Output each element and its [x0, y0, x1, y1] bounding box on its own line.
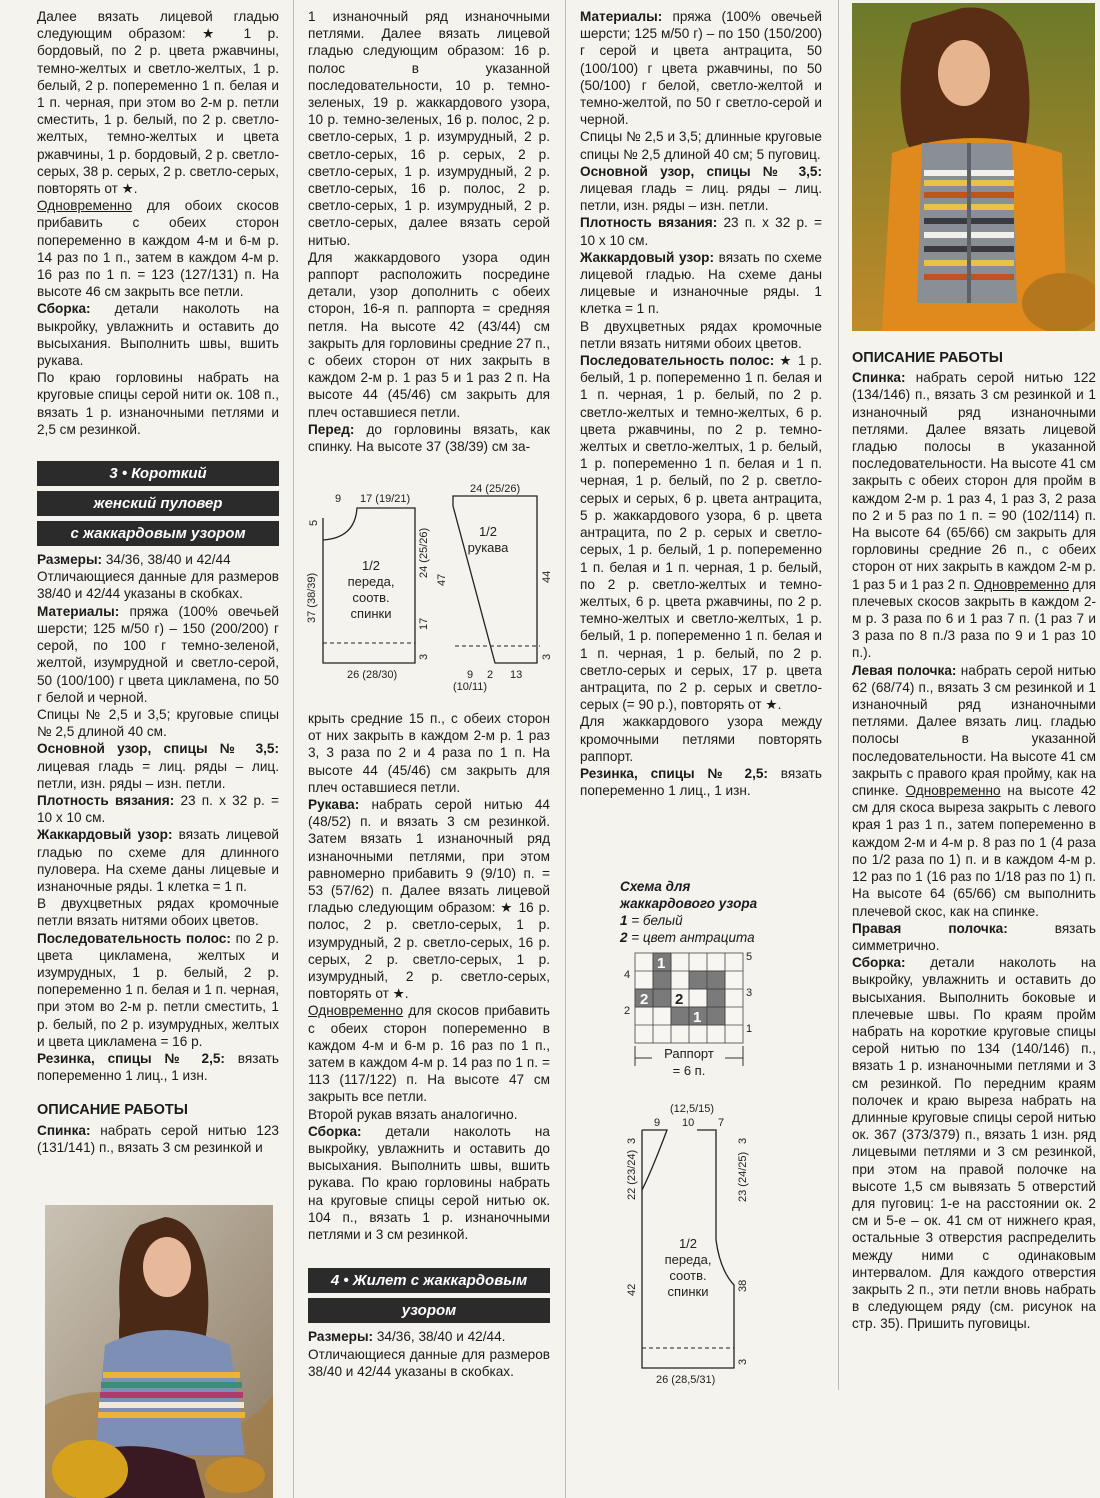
- dimension-label: (12,5/15): [670, 1103, 715, 1115]
- column-3: [580, 8, 822, 799]
- paragraph: Размеры: 34/36, 38/40 и 42/44.: [308, 1329, 506, 1345]
- paragraph: Спинка: набрать серой нитью 123 (131/141) п., вязать 3 см резинкой и: [37, 1122, 279, 1155]
- column-rule: [838, 0, 839, 1390]
- model-photo-sweater: [45, 1205, 273, 1498]
- paragraph: Рукава: набрать серой нитью 44 (48/52) п. и вязать 3 см резинкой. Затем вязать 1 изнаночный ряд изнаночными петлями, при этом равномерно прибавить 9 (9/10) п. = 53 (57/62) п. Далее вязать лицевой гладью следующим образом: ★ 16 р. полос, 2 р. светло-серых, 1 р. изумрудный, 2 р. светло-серых, 16 р. серых, 2 р. светло-серых, 1 р. изумрудный, 2 р. светло-серых, повторять от ★.: [308, 797, 550, 1002]
- paragraph: Отличающиеся данные для размеров 38/40 и 42/44 указаны в скобках.: [37, 569, 279, 602]
- dimension-label: 38: [737, 1279, 749, 1292]
- piece-label: 1/2: [361, 558, 381, 573]
- paragraph: Одновременно для обоих скосов прибавить с обеих сторон попеременно в каждом 4-м и 6-м р. 14 раз по 1 п., затем в каждом 4-м р. 16 раз по 1 п. = 123 (127/131) п. На высоте 46 см закрыть все петли.: [37, 198, 279, 300]
- row-number: 3: [746, 987, 753, 999]
- paragraph: Жаккардовый узор: вязать по схеме лицевой гладью. На схеме даны лицевые и изнаночные ряды. 1 клетка = 1 п.: [580, 249, 822, 317]
- paragraph: Сборка: детали наколоть на выкройку, увлажнить и оставить до высыхания. Выполнить боковые и плечевые швы. По краям пройм набрать на короткие круговые спицы серой нитью по 134 (140/146) п., вязать 1 р. изнаночными петлями и 3 см резинкой. По передним краям полочек и краю выреза набрать на длинные круговые спицы серой нитью ок. 367 (373/379) п., вязать 1 изн. ряд лицевыми петлями и 3 см резинкой, при этом на правой полочке на высоте 1,5 см вывязать 5 отверстий для пуговиц: 1-е на расстоянии ок. 2 см и 5-е – ок. 41 см от нижнего края, остальные 3 отверстия распределить между ними с одинаковым интервалом. Для каждого отверстия закрыть 2 п., эти петли вновь набрать в следующем ряду (см. рисунок на стр. 35). Пришить пуговицы.: [852, 955, 1096, 1332]
- paragraph: Перед: до горловины вязать, как спинку. На высоте 37 (38/39) см за-: [308, 421, 550, 455]
- dimension-label: 24 (25/26): [418, 527, 430, 578]
- dimension-label: 42: [626, 1283, 638, 1296]
- paragraph: Далее вязать лицевой гладью следующим образом: ★ 1 р. бордовый, по 2 р. цвета ржавчины, темно-желтых и светло-желтых, 1 р. белый, 2 р. попеременно 1 п. белая и 1 п. черная, при этом во 2-м р. петли сместить, 1 р. белый, по 2 р. светло-желтых, темно-желтых и цвета ржавчины, 1 р. бордовый, 2 р. светло-серых, 38 р. серых, 2 р. светло-серых, повторять от ★.: [37, 9, 279, 197]
- dimension-label: (10/11): [453, 681, 488, 693]
- piece-label: спинки: [350, 606, 392, 621]
- paragraph: В двухцветных рядах кромочные петли вязать нитями обоих цветов.: [37, 896, 279, 929]
- paragraph: Жаккардовый узор: вязать лицевой гладью по схеме для длинного пуловера. На схеме даны лицевые и изнаночные ряды. 1 клетка = 1 п.: [37, 827, 279, 894]
- row-number: 2: [624, 1005, 631, 1017]
- paragraph: крыть средние 15 п., с обеих сторон от них закрыть в каждом 2-м р. 1 раз 3, 3 раза по 2 и 4 раза по 1 п. На высоте 44 (45/46) см закрыть для плеч оставшиеся петли.: [308, 711, 550, 795]
- scheme-grid: [620, 948, 760, 1088]
- column-2: [308, 8, 550, 455]
- section-banner: узором: [308, 1298, 550, 1323]
- paragraph: Второй рукав вязать аналогично.: [308, 1106, 518, 1122]
- dimension-label: 5: [308, 519, 320, 526]
- piece-label: соотв.: [352, 590, 390, 605]
- scheme-title: жаккардового узора: [620, 896, 758, 911]
- dimension-label: 10: [682, 1117, 695, 1129]
- section-banner: 3 • Короткий: [37, 461, 279, 486]
- cell-symbol: 2: [675, 991, 684, 1008]
- paragraph: Отличающиеся данные для размеров 38/40 и 42/44 указаны в скобках.: [308, 1346, 550, 1379]
- scheme-key: 2 = цвет антрацита: [620, 930, 755, 945]
- piece-label: 1/2: [478, 524, 498, 539]
- paragraph: Материалы: пряжа (100% овечьей шерсти; 125 м/50 г) – по 150 (150/200) г серой и цвета антрацита, 50 (100/100) г цвета ржавчины, по 50 (50/100) г белой, светло-желтой и темно-желтой, по 50 г светло-серой и черной.: [580, 9, 822, 128]
- paragraph: Плотность вязания: 23 п. х 32 р. = 10 х 10 см.: [580, 215, 822, 248]
- model-photo-vest: [852, 3, 1095, 331]
- dimension-label: 17 (19/21): [360, 493, 411, 505]
- column-rule: [293, 0, 294, 1498]
- scheme-title: Схема для: [620, 879, 691, 894]
- dimension-label: 13: [510, 669, 523, 681]
- paragraph: Спицы № 2,5 и 3,5; круговые спицы № 2,5 длиной 40 см.: [37, 706, 279, 740]
- dimension-label: 22 (23/24): [626, 1149, 638, 1200]
- row-number: 4: [624, 969, 631, 981]
- column-1: [37, 8, 279, 1156]
- paragraph: Материалы: пряжа (100% овечьей шерсти; 125 м/50 г) – 150 (200/200) г серой, по 100 г темно-зеленой, желтой, изумрудной и светло-серой, 50 (100/100) г цвета цикламена, по 50 г белой и черной.: [37, 603, 279, 705]
- paragraph: Основной узор, спицы № 3,5: лицевая гладь = лиц. ряды – лиц. петли, изн. ряды – изн. петли.: [580, 163, 822, 214]
- paragraph: Основной узор, спицы № 3,5: лицевая гладь = лиц. ряды – лиц. петли, изн. ряды – изн. петли.: [37, 741, 279, 791]
- dimension-label: 3: [541, 653, 553, 660]
- paragraph: Спицы № 2,5 и 3,5; длинные круговые спицы № 2,5 длиной 40 см; 5 пуговиц.: [580, 129, 822, 162]
- pattern-diagram-sweater: [305, 478, 555, 698]
- rapport-label: Раппорт = 6 п.: [664, 1046, 714, 1078]
- cell-symbol: 1: [693, 1009, 702, 1026]
- pattern-diagram-vest: [612, 1100, 772, 1390]
- column-rule: [565, 0, 566, 1498]
- dimension-label: 9: [654, 1117, 661, 1129]
- section-banner: 4 • Жилет с жаккардовым: [308, 1268, 550, 1293]
- dimension-label: 24 (25/26): [470, 483, 521, 495]
- section-heading: ОПИСАНИЕ РАБОТЫ: [37, 1102, 188, 1119]
- piece-label: переда,: [347, 574, 395, 589]
- cell-symbol: 1: [657, 955, 666, 972]
- column-2-lower: [308, 710, 550, 1380]
- paragraph: Резинка, спицы № 2,5: вязать попеременно 1 лиц., 1 изн.: [37, 1050, 279, 1084]
- dimension-label: 7: [718, 1117, 725, 1129]
- section-banner: женский пуловер: [37, 491, 279, 516]
- paragraph: Последовательность полос: по 2 р. цвета цикламена, желтых и изумрудных, 1 р. белый, 2 р. попеременно 1 п. белая и 1 п. черная, при этом во 2-м р. петли сместить, 1 р. белый, по 2 р. изумрудных, желтых и цвета цикламена = 16 р.: [37, 930, 279, 1049]
- paragraph: Правая полочка: вязать симметрично.: [852, 920, 1096, 953]
- column-4: [852, 350, 1096, 1333]
- dimension-label: 3: [626, 1137, 638, 1144]
- paragraph: Сборка: детали наколоть на выкройку, увлажнить и оставить до высыхания. Выполнить швы, вшить рукава. По краю горловины набрать на круговые спицы серой нитью ок. 104 п., вязать 1 р. изнаночными петлями и 3 см резинкой.: [308, 1123, 550, 1243]
- dimension-label: 3: [418, 653, 430, 660]
- dimension-label: 26 (28,5/31): [656, 1374, 716, 1386]
- paragraph: Резинка, спицы № 2,5: вязать попеременно 1 лиц., 1 изн.: [580, 765, 822, 799]
- paragraph: Одновременно для скосов прибавить с обеих сторон попеременно в каждом 4-м и 6-м р. 16 раз по 1 п., затем в каждом 4-м р. 14 раз по 1 п. = 113 (117/122) п. На высоте 47 см закрыть все петли.: [308, 1003, 550, 1105]
- paragraph: По краю горловины набрать на круговые спицы серой нити ок. 108 п., вязать 1 р. изнаночными петлями и 2,5 см резинкой.: [37, 370, 279, 437]
- scheme-key: 1 = белый: [620, 913, 683, 928]
- paragraph: Для жаккардового узора между кромочными петлями повторять раппорт.: [580, 714, 822, 764]
- piece-label: 1/2: [678, 1236, 698, 1251]
- row-number: 1: [746, 1023, 753, 1035]
- paragraph: Левая полочка: набрать серой нитью 62 (68/74) п., вязать 3 см резинкой и 1 изнаночный ряд изнаночными петлями. Далее вязать лиц. гладью полосы в указанной последовательности. На высоте 41 см закрыть с правого края пройму, как на спинке. Одновременно на высоте 42 см для скоса выреза закрыть с левого края 1 раз 1 п., затем попеременно в каждом 2-м и 4-м р. 8 раз по 1 (4 раза по 1/2 раза по 1) п. и в каждом 4-м р. 12 раз по 1 (16 раз по 1/18 раз по 1) п. На высоте 64 (65/66) см выполнить плечевой скос, как на спинке.: [852, 662, 1096, 919]
- paragraph: Размеры: 34/36, 38/40 и 42/44: [37, 552, 231, 568]
- paragraph: Спинка: набрать серой нитью 122 (134/146) п., вязать 3 см резинкой и 1 изнаночный ряд изнаночными петлями. Далее вязать лицевой гладью полосы в указанной последовательности. На высоте 41 см закрыть с обеих сторон для пройм в каждом 2-м р. 1 раз 4, 1 раз 3, 2 раза по 2 и 5 раз по 1 п. = 90 (102/114) п. На высоте 64 (65/66) см закрыть для горловины средние 26 п., с обеих сторон от них закрыть в каждом 2-м р. 1 раз 5 и 1 раз 2 п. Одновременно для плечевых скосов закрыть в каждом 2-м р. 3 раза по 6 и 1 раз 7 п. (1 раз 7 и 3 раза по 8 п./3 раза по 9 и 1 раз 10 п.).: [852, 370, 1096, 661]
- section-banner: с жаккардовым узором: [37, 521, 279, 546]
- piece-label: спинки: [667, 1284, 709, 1299]
- dimension-label: 9: [467, 669, 474, 681]
- dimension-label: 23 (24/25): [737, 1151, 749, 1202]
- dimension-label: 3: [737, 1358, 749, 1365]
- dimension-label: 2: [487, 669, 494, 681]
- dimension-label: 37 (38/39): [306, 572, 318, 623]
- piece-label: рукава: [467, 540, 509, 555]
- paragraph: В двухцветных рядах кромочные петли вязать нитями обоих цветов.: [580, 318, 822, 351]
- dimension-label: 9: [335, 493, 342, 505]
- row-number: 5: [746, 951, 753, 963]
- cell-symbol: 2: [640, 991, 649, 1008]
- dimension-label: 47: [436, 573, 448, 586]
- piece-label: переда,: [664, 1252, 712, 1267]
- dimension-label: 17: [418, 617, 430, 630]
- dimension-label: 44: [541, 570, 553, 583]
- section-heading: ОПИСАНИЕ РАБОТЫ: [852, 350, 1003, 366]
- paragraph: Для жаккардового узора один раппорт расположить посредине детали, узор дополнить с обеих сторон, 16-я п. раппорта = средняя петля. На высоте 42 (43/44) см закрыть для горловины средние 27 п., с обеих сторон от них закрыть в каждом 2-м р. 1 раз 5 и 1 раз 2 п. На высоте 44 (45/46) см закрыть для плеч оставшиеся петли.: [308, 249, 550, 420]
- dimension-label: 3: [737, 1137, 749, 1144]
- paragraph: 1 изнаночный ряд изнаночными петлями. Далее вязать лицевой гладью следующим образом: 16 р. полос в указанной последовательности, 10 р. темно-зеленых, 19 р. жаккардового узора, 10 р. темно-зеленых, 16 р. полос, 2 р. светло-серых, 1 р. изумрудный, 2 р. светло-серых, 16 р. серых, 2 р. светло-серых, 1 р. изумрудный, 2 р. светло-серых, 16 р. полос, 2 р. светло-серых, 1 р. изумрудный, 2 р. светло-серых, далее вязать серой нитью.: [308, 9, 550, 248]
- paragraph: Последовательность полос: ★ 1 р. белый, 1 р. попеременно 1 п. белая и 1 п. черная, 1 р. белый, по 2 р. светло-желтых и темно-желтых, 6 р. цвета ржавчины, по 2 р. темно-желтых и светло-желтых, 1 р. белый, 1 р. попеременно 1 п. белая и 1 п. черная, 1 р. белый, по 2 р. светло-серых и серых, 6 р. цвета антрацита, 5 р. жаккардового узора, 6 р. цвета антрацита, по 2 р. серых и светло-серых, 1 р. белый, 1 р. попеременно 1 п. белая и 1 п. черная, 1 р. белый, по 2 р. светло-желтых и темно-желтых, 6 р. цвета ржавчины, по 2 р. темно-желтых и светло-желтых, 1 р. белый, 1 р. попеременно 1 п. белая и 1 п. черная, 1 р. белый, по 2 р. светло-серых и серых, 17 р. цвета антрацита, по 2 р. серых и светло-серых (= 90 р.), повторять от ★.: [580, 353, 822, 713]
- paragraph: Плотность вязания: 23 п. х 32 р. = 10 х 10 см.: [37, 792, 279, 826]
- piece-label: соотв.: [669, 1268, 707, 1283]
- paragraph: Сборка: детали наколоть на выкройку, увлажнить и оставить до высыхания. Выполнить швы, вшить рукава.: [37, 301, 279, 369]
- dimension-label: 26 (28/30): [347, 669, 398, 681]
